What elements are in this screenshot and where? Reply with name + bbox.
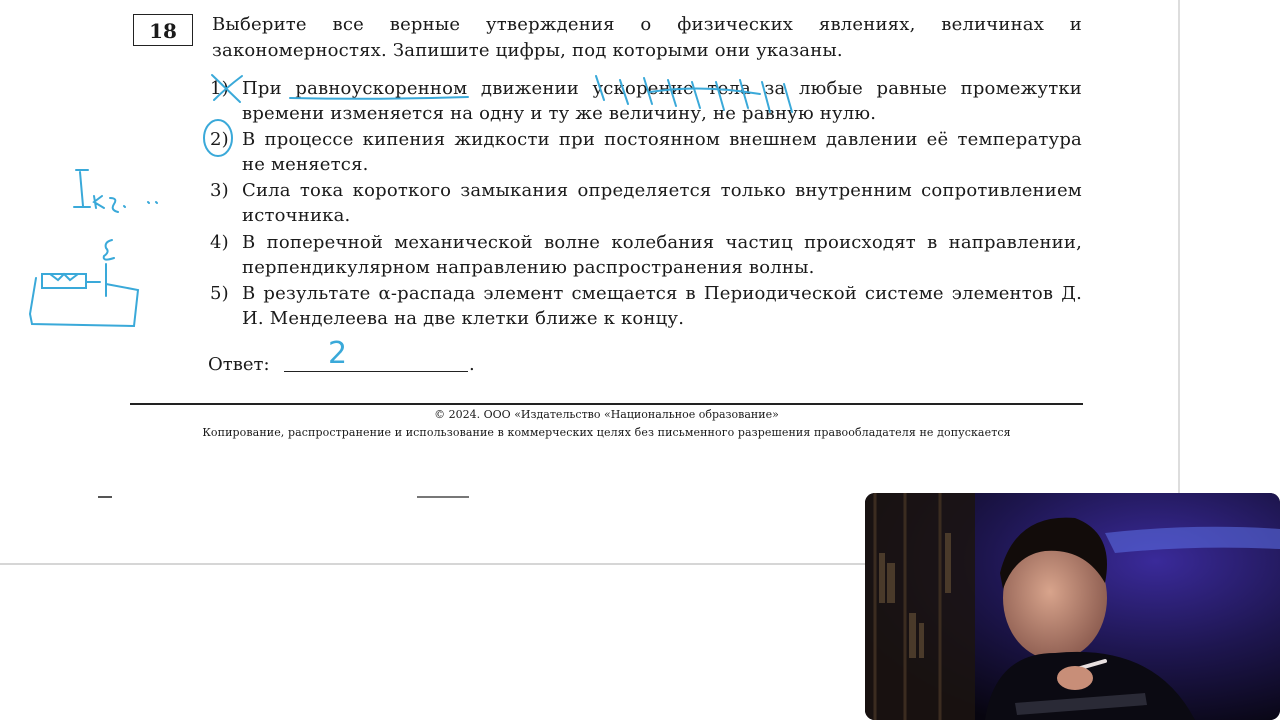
page-edge-mark <box>417 496 469 498</box>
statement-2 <box>210 127 1082 177</box>
statement-number: 1) <box>210 78 229 99</box>
webcam-overlay <box>865 493 1280 720</box>
circuit-loop <box>30 278 138 326</box>
handwritten-answer: 2 <box>328 336 348 371</box>
statement-number: 4) <box>210 232 229 253</box>
emf-symbol <box>104 240 114 260</box>
statement-number: 2) <box>210 129 229 150</box>
resistor-zigzag <box>50 274 78 280</box>
resistor-drawing <box>42 274 86 288</box>
statement-4 <box>210 230 1082 280</box>
task-prompt: Выберите все верные утверждения о физических явлениях, величинах и закономерностях. Запишите цифры, под которыми они указаны. <box>212 14 1082 61</box>
statement-text: Сила тока короткого замыкания определяется только внутренним сопротивлением источника. <box>242 180 1082 226</box>
statement-text: При равноускоренном движении ускорение тела за любые равные промежутки времени изменяется на одну и ту же величину, не равную нулю. <box>242 78 1082 124</box>
statement-text: В результате α-распада элемент смещается в Периодической системе элементов Д. И. Менделеева на две клетки ближе к концу. <box>242 283 1082 329</box>
footer-disclaimer: Копирование, распространение и использование в коммерческих целях без письменного разрешения правообладателя не допускается <box>202 426 1011 439</box>
statement-text: В поперечной механической волне колебания частиц происходят в направлении, перпендикулярном направлению распространения волны. <box>242 232 1082 278</box>
statement-5 <box>210 281 1082 331</box>
statement-text: В процессе кипения жидкости при постоянном внешнем давлении её температура не меняется. <box>242 129 1082 175</box>
presenter-video <box>865 493 1280 720</box>
page-edge-mark <box>98 496 112 498</box>
answer-label: Ответ: <box>208 354 270 375</box>
current-symbol <box>74 170 90 207</box>
margin-note-subscript <box>94 196 157 212</box>
footer-copyright: © 2024. ООО «Издательство «Национальное образование» <box>434 408 779 421</box>
statement-number: 5) <box>210 283 229 304</box>
footer-divider <box>130 403 1083 405</box>
answer-terminator: . <box>469 354 475 375</box>
answer-line <box>284 371 468 372</box>
task-number: 18 <box>133 14 193 46</box>
statement-1 <box>210 76 1082 126</box>
statement-number: 3) <box>210 180 229 201</box>
statement-3 <box>210 178 1082 228</box>
